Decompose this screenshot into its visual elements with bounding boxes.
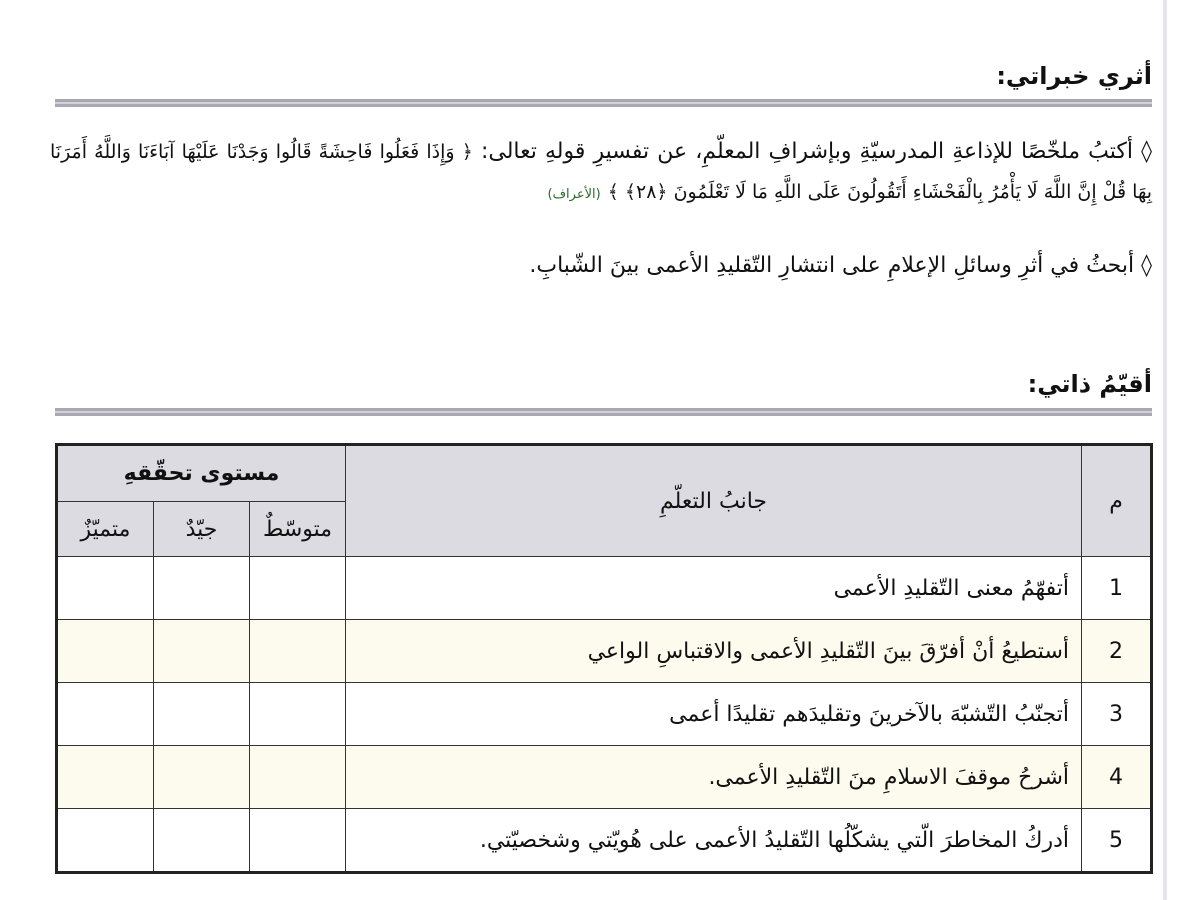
row-aspect: أشرحُ موقفَ الاسلامِ منَ التّقليدِ الأعمى. xyxy=(346,746,1082,809)
bullet-icon: ◊ xyxy=(1141,139,1153,164)
header-average: متوسّطٌ xyxy=(250,502,346,557)
table-row xyxy=(57,809,1152,873)
row-num: 2 xyxy=(1082,620,1152,683)
cell-good[interactable] xyxy=(154,746,250,809)
cell-good[interactable] xyxy=(154,683,250,746)
cell-good[interactable] xyxy=(154,557,250,620)
quran-verse: ﴿ وَإِذَا فَعَلُوا فَاحِشَةً قَالُوا وَجَدْنَا عَلَيْهَا آبَاءَنَا وَاللَّهُ أَمَرَنَا بِهَا قُلْ إِنَّ اللَّهَ لَا يَأْمُرُ بِالْفَحْشَاءِ أَتَقُولُونَ عَلَى اللَّهِ مَا لَا تَعْلَمُونَ ﴿٢٨﴾ ﴾ xyxy=(50,141,1152,203)
page-edge xyxy=(1163,0,1167,900)
row-num: 5 xyxy=(1082,809,1152,873)
row-num: 3 xyxy=(1082,683,1152,746)
cell-average[interactable] xyxy=(250,557,346,620)
row-num: 4 xyxy=(1082,746,1152,809)
header-aspect: جانبُ التعلّمِ xyxy=(346,445,1082,557)
verse-source: (الأعراف) xyxy=(547,187,601,202)
bullet-icon: ◊ xyxy=(1141,253,1152,278)
row-aspect: أتفهّمُ معنى التّقليدِ الأعمى xyxy=(346,557,1082,620)
row-aspect: أستطيعُ أنْ أفرّقَ بينَ التّقليدِ الأعمى والاقتباسِ الواعي xyxy=(346,620,1082,683)
cell-excellent[interactable] xyxy=(57,557,154,620)
task-text: أكتبُ ملخّصًا للإذاعةِ المدرسيّةِ وبإشرافِ المعلّمِ، عن تفسيرِ قولهِ تعالى: xyxy=(480,139,1134,164)
cell-excellent[interactable] xyxy=(57,809,154,873)
cell-average[interactable] xyxy=(250,683,346,746)
header-excellent: متميّزٌ xyxy=(57,502,154,557)
task-research xyxy=(50,246,1152,286)
cell-average[interactable] xyxy=(250,620,346,683)
table-row xyxy=(57,620,1152,683)
cell-average[interactable] xyxy=(250,809,346,873)
cell-average[interactable] xyxy=(250,746,346,809)
section-divider xyxy=(55,408,1152,416)
task-text: أبحثُ في أثرِ وسائلِ الإعلامِ على انتشارِ التّقليدِ الأعمى بينَ الشّبابِ. xyxy=(529,253,1135,278)
row-aspect: أتجنّبُ التّشبّهَ بالآخرينَ وتقليدَهم تقليدًا أعمى xyxy=(346,683,1082,746)
cell-good[interactable] xyxy=(154,809,250,873)
table-row xyxy=(57,746,1152,809)
self-assessment-table xyxy=(55,443,1153,874)
header-num: م xyxy=(1082,445,1152,557)
section-title-self-assess: أقيّمُ ذاتي: xyxy=(1027,370,1152,398)
task-summary xyxy=(50,132,1152,215)
header-good: جيّدٌ xyxy=(154,502,250,557)
cell-excellent[interactable] xyxy=(57,746,154,809)
cell-excellent[interactable] xyxy=(57,683,154,746)
table-row xyxy=(57,683,1152,746)
row-num: 1 xyxy=(1082,557,1152,620)
row-aspect: أدركُ المخاطرَ الّتي يشكّلُها التّقليدُ الأعمى على هُويّتي وشخصيّتي. xyxy=(346,809,1082,873)
table-row xyxy=(57,557,1152,620)
header-level: مستوى تحقّقهِ xyxy=(57,445,346,502)
cell-good[interactable] xyxy=(154,620,250,683)
section-title-enrich: أثري خبراتي: xyxy=(996,62,1152,90)
cell-excellent[interactable] xyxy=(57,620,154,683)
section-divider xyxy=(55,99,1152,107)
